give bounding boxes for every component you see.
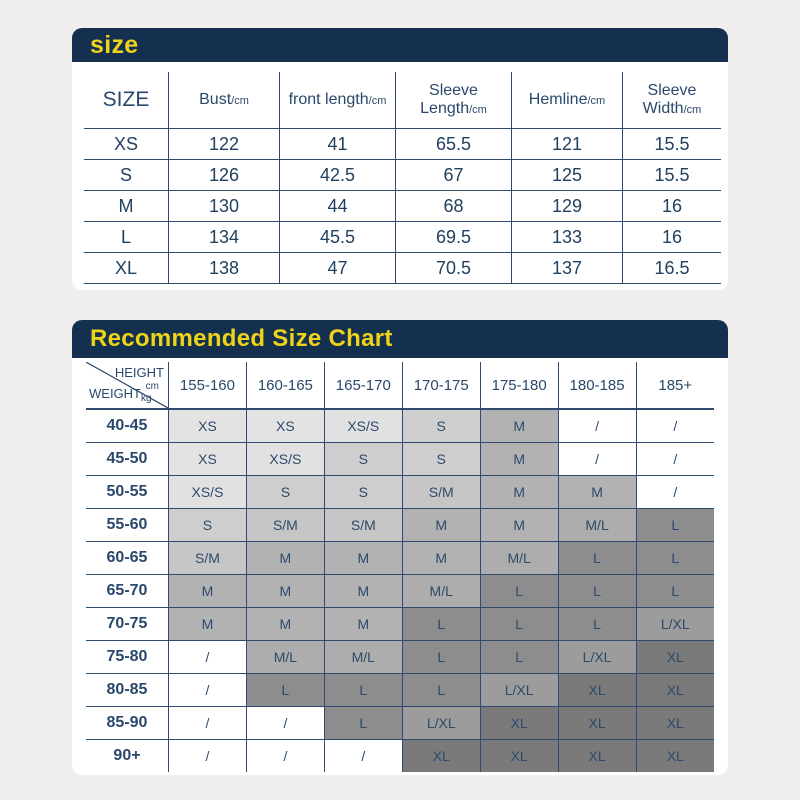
measurement-cell: 70.5: [396, 253, 512, 284]
measurement-cell: 44: [280, 191, 396, 222]
measurement-cell: 42.5: [280, 160, 396, 191]
recommended-chart-row: [86, 574, 714, 607]
measurement-cell: 121: [512, 129, 623, 160]
weight-row-label: 90+: [86, 739, 169, 772]
recommended-size-cell: S: [324, 442, 402, 475]
recommended-size-cell: /: [636, 475, 714, 508]
size-name-cell: XL: [84, 253, 169, 284]
recommended-size-chart-table: [86, 362, 714, 772]
recommended-size-cell: XL: [558, 706, 636, 739]
recommended-size-cell: L/XL: [480, 673, 558, 706]
measurement-cell: 16.5: [623, 253, 722, 284]
corner-cell: [86, 362, 169, 409]
measurement-cell: 45.5: [280, 222, 396, 253]
height-column-header: 180-185: [558, 362, 636, 409]
size-panel-header: [72, 28, 728, 62]
recommended-chart-header: [72, 320, 728, 358]
recommended-size-cell: M: [402, 508, 480, 541]
size-table-row: [84, 129, 721, 160]
measurement-cell: 47: [280, 253, 396, 284]
recommended-size-cell: /: [169, 706, 247, 739]
recommended-size-cell: XS: [246, 409, 324, 442]
height-column-header: 165-170: [324, 362, 402, 409]
size-table-header-row: [84, 72, 721, 129]
column-header-label: Hemline: [528, 91, 588, 108]
measurement-cell: 16: [623, 191, 722, 222]
recommended-size-cell: L: [402, 607, 480, 640]
size-table-column-header: [623, 72, 722, 129]
height-column-header: 170-175: [402, 362, 480, 409]
height-column-header: 155-160: [169, 362, 247, 409]
recommended-size-cell: XL: [480, 706, 558, 739]
size-table-row: [84, 160, 721, 191]
measurement-cell: 15.5: [623, 129, 722, 160]
recommended-size-cell: L: [402, 640, 480, 673]
recommended-size-cell: L: [402, 673, 480, 706]
recommended-chart-row: [86, 739, 714, 772]
height-column-header: 185+: [636, 362, 714, 409]
height-axis-label: HEIGHT cm: [114, 365, 164, 392]
recommended-size-cell: XS: [169, 442, 247, 475]
recommended-size-cell: XS/S: [169, 475, 247, 508]
size-table-column-header: [280, 72, 396, 129]
recommended-size-cell: L: [558, 607, 636, 640]
recommended-size-cell: L: [558, 541, 636, 574]
recommended-size-cell: XL: [558, 673, 636, 706]
weight-axis-label: $WEIGHT_{kg}$: [89, 386, 152, 404]
recommended-size-cell: XL: [636, 673, 714, 706]
measurement-cell: 133: [512, 222, 623, 253]
recommended-size-cell: XS: [169, 409, 247, 442]
recommended-size-cell: M: [169, 574, 247, 607]
recommended-size-cell: L: [480, 640, 558, 673]
recommended-size-cell: M: [480, 475, 558, 508]
size-name-cell: S: [84, 160, 169, 191]
recommended-chart-row: [86, 409, 714, 442]
recommended-size-cell: L: [558, 574, 636, 607]
column-header-label: front length: [288, 91, 369, 108]
size-name-cell: L: [84, 222, 169, 253]
column-header-unit: /cm: [231, 95, 249, 107]
column-header-unit: /cm: [368, 95, 387, 107]
recommended-size-cell: L/XL: [636, 607, 714, 640]
size-table-column-header: [512, 72, 623, 129]
measurement-cell: 129: [512, 191, 623, 222]
size-table-row: [84, 222, 721, 253]
measurement-cell: 41: [280, 129, 396, 160]
weight-row-label: 55-60: [86, 508, 169, 541]
recommended-size-cell: L: [636, 541, 714, 574]
recommended-chart-row: [86, 475, 714, 508]
recommended-chart-row: [86, 706, 714, 739]
recommended-chart-row: [86, 673, 714, 706]
recommended-size-cell: M/L: [246, 640, 324, 673]
recommended-size-cell: XL: [636, 706, 714, 739]
weight-row-label: 65-70: [86, 574, 169, 607]
measurement-cell: 125: [512, 160, 623, 191]
measurement-cell: 134: [169, 222, 280, 253]
size-table-row: [84, 191, 721, 222]
recommended-size-cell: /: [169, 640, 247, 673]
recommended-size-cell: S/M: [324, 508, 402, 541]
measurement-cell: 122: [169, 129, 280, 160]
size-panel-title: size: [90, 30, 139, 59]
recommended-size-cell: /: [169, 673, 247, 706]
weight-row-label: 85-90: [86, 706, 169, 739]
size-table-row: [84, 253, 721, 284]
measurement-cell: 15.5: [623, 160, 722, 191]
height-column-header: 160-165: [246, 362, 324, 409]
recommended-size-cell: XL: [558, 739, 636, 772]
recommended-size-cell: XS/S: [324, 409, 402, 442]
recommended-chart-header-row: [86, 362, 714, 409]
recommended-size-cell: S/M: [246, 508, 324, 541]
recommended-size-cell: /: [169, 739, 247, 772]
recommended-size-cell: M: [324, 541, 402, 574]
column-header-unit: /cm: [587, 95, 606, 107]
weight-row-label: 40-45: [86, 409, 169, 442]
recommended-size-cell: S: [169, 508, 247, 541]
recommended-size-cell: M: [558, 475, 636, 508]
recommended-size-cell: M: [402, 541, 480, 574]
recommended-size-cell: L/XL: [402, 706, 480, 739]
measurement-cell: 16: [623, 222, 722, 253]
recommended-size-cell: M/L: [402, 574, 480, 607]
measurement-cell: 130: [169, 191, 280, 222]
recommended-size-cell: XL: [636, 640, 714, 673]
recommended-chart-row: [86, 541, 714, 574]
measurement-cell: 69.5: [396, 222, 512, 253]
column-header-label: Sleeve Width: [642, 82, 697, 117]
measurement-cell: 65.5: [396, 129, 512, 160]
recommended-chart-title: Recommended Size Chart: [90, 325, 393, 352]
recommended-size-cell: M: [246, 607, 324, 640]
measurement-cell: 138: [169, 253, 280, 284]
size-table-column-header: [169, 72, 280, 129]
recommended-size-cell: /: [246, 706, 324, 739]
weight-row-label: 80-85: [86, 673, 169, 706]
measurement-cell: 67: [396, 160, 512, 191]
recommended-size-cell: M: [246, 541, 324, 574]
size-name-cell: XS: [84, 129, 169, 160]
recommended-size-cell: S/M: [169, 541, 247, 574]
measurement-cell: 126: [169, 160, 280, 191]
weight-row-label: 75-80: [86, 640, 169, 673]
recommended-size-cell: S: [324, 475, 402, 508]
recommended-size-cell: M: [246, 574, 324, 607]
recommended-size-cell: XL: [636, 739, 714, 772]
recommended-size-cell: L: [480, 574, 558, 607]
weight-row-label: 60-65: [86, 541, 169, 574]
recommended-size-cell: /: [636, 442, 714, 475]
recommended-size-cell: XL: [402, 739, 480, 772]
column-header-label: Sleeve Length: [420, 82, 478, 117]
measurement-cell: 137: [512, 253, 623, 284]
size-panel: [72, 28, 728, 290]
recommended-size-cell: /: [246, 739, 324, 772]
recommended-size-cell: /: [636, 409, 714, 442]
column-header-label: Bust: [199, 91, 232, 108]
size-name-cell: M: [84, 191, 169, 222]
recommended-chart-row: [86, 607, 714, 640]
recommended-size-cell: M: [480, 508, 558, 541]
recommended-size-cell: XL: [480, 739, 558, 772]
recommended-size-cell: /: [558, 442, 636, 475]
weight-row-label: 50-55: [86, 475, 169, 508]
recommended-size-cell: L/XL: [558, 640, 636, 673]
recommended-size-cell: L: [246, 673, 324, 706]
recommended-size-cell: XS/S: [246, 442, 324, 475]
weight-row-label: 70-75: [86, 607, 169, 640]
recommended-chart-row: [86, 640, 714, 673]
recommended-size-cell: S: [402, 409, 480, 442]
height-column-header: 175-180: [480, 362, 558, 409]
recommended-size-cell: S/M: [402, 475, 480, 508]
recommended-size-cell: L: [636, 508, 714, 541]
column-header-label: SIZE: [102, 88, 150, 111]
recommended-chart-row: [86, 442, 714, 475]
recommended-size-cell: L: [324, 706, 402, 739]
measurement-cell: 68: [396, 191, 512, 222]
recommended-size-cell: M: [480, 442, 558, 475]
weight-row-label: 45-50: [86, 442, 169, 475]
size-table: [84, 72, 721, 284]
recommended-size-cell: M/L: [480, 541, 558, 574]
recommended-size-cell: /: [558, 409, 636, 442]
recommended-size-cell: M: [324, 574, 402, 607]
recommended-size-cell: L: [324, 673, 402, 706]
recommended-size-cell: M/L: [558, 508, 636, 541]
recommended-size-cell: M/L: [324, 640, 402, 673]
recommended-size-cell: /: [324, 739, 402, 772]
size-table-column-header: [396, 72, 512, 129]
recommended-size-cell: M: [480, 409, 558, 442]
recommended-chart-row: [86, 508, 714, 541]
size-table-column-header: [84, 72, 169, 129]
recommended-size-cell: M: [169, 607, 247, 640]
recommended-size-chart-panel: [72, 320, 728, 775]
recommended-size-cell: L: [636, 574, 714, 607]
recommended-size-cell: L: [480, 607, 558, 640]
column-header-unit: /cm: [469, 104, 487, 116]
recommended-size-cell: S: [402, 442, 480, 475]
column-header-unit: /cm: [683, 104, 702, 116]
recommended-size-cell: M: [324, 607, 402, 640]
recommended-size-cell: S: [246, 475, 324, 508]
